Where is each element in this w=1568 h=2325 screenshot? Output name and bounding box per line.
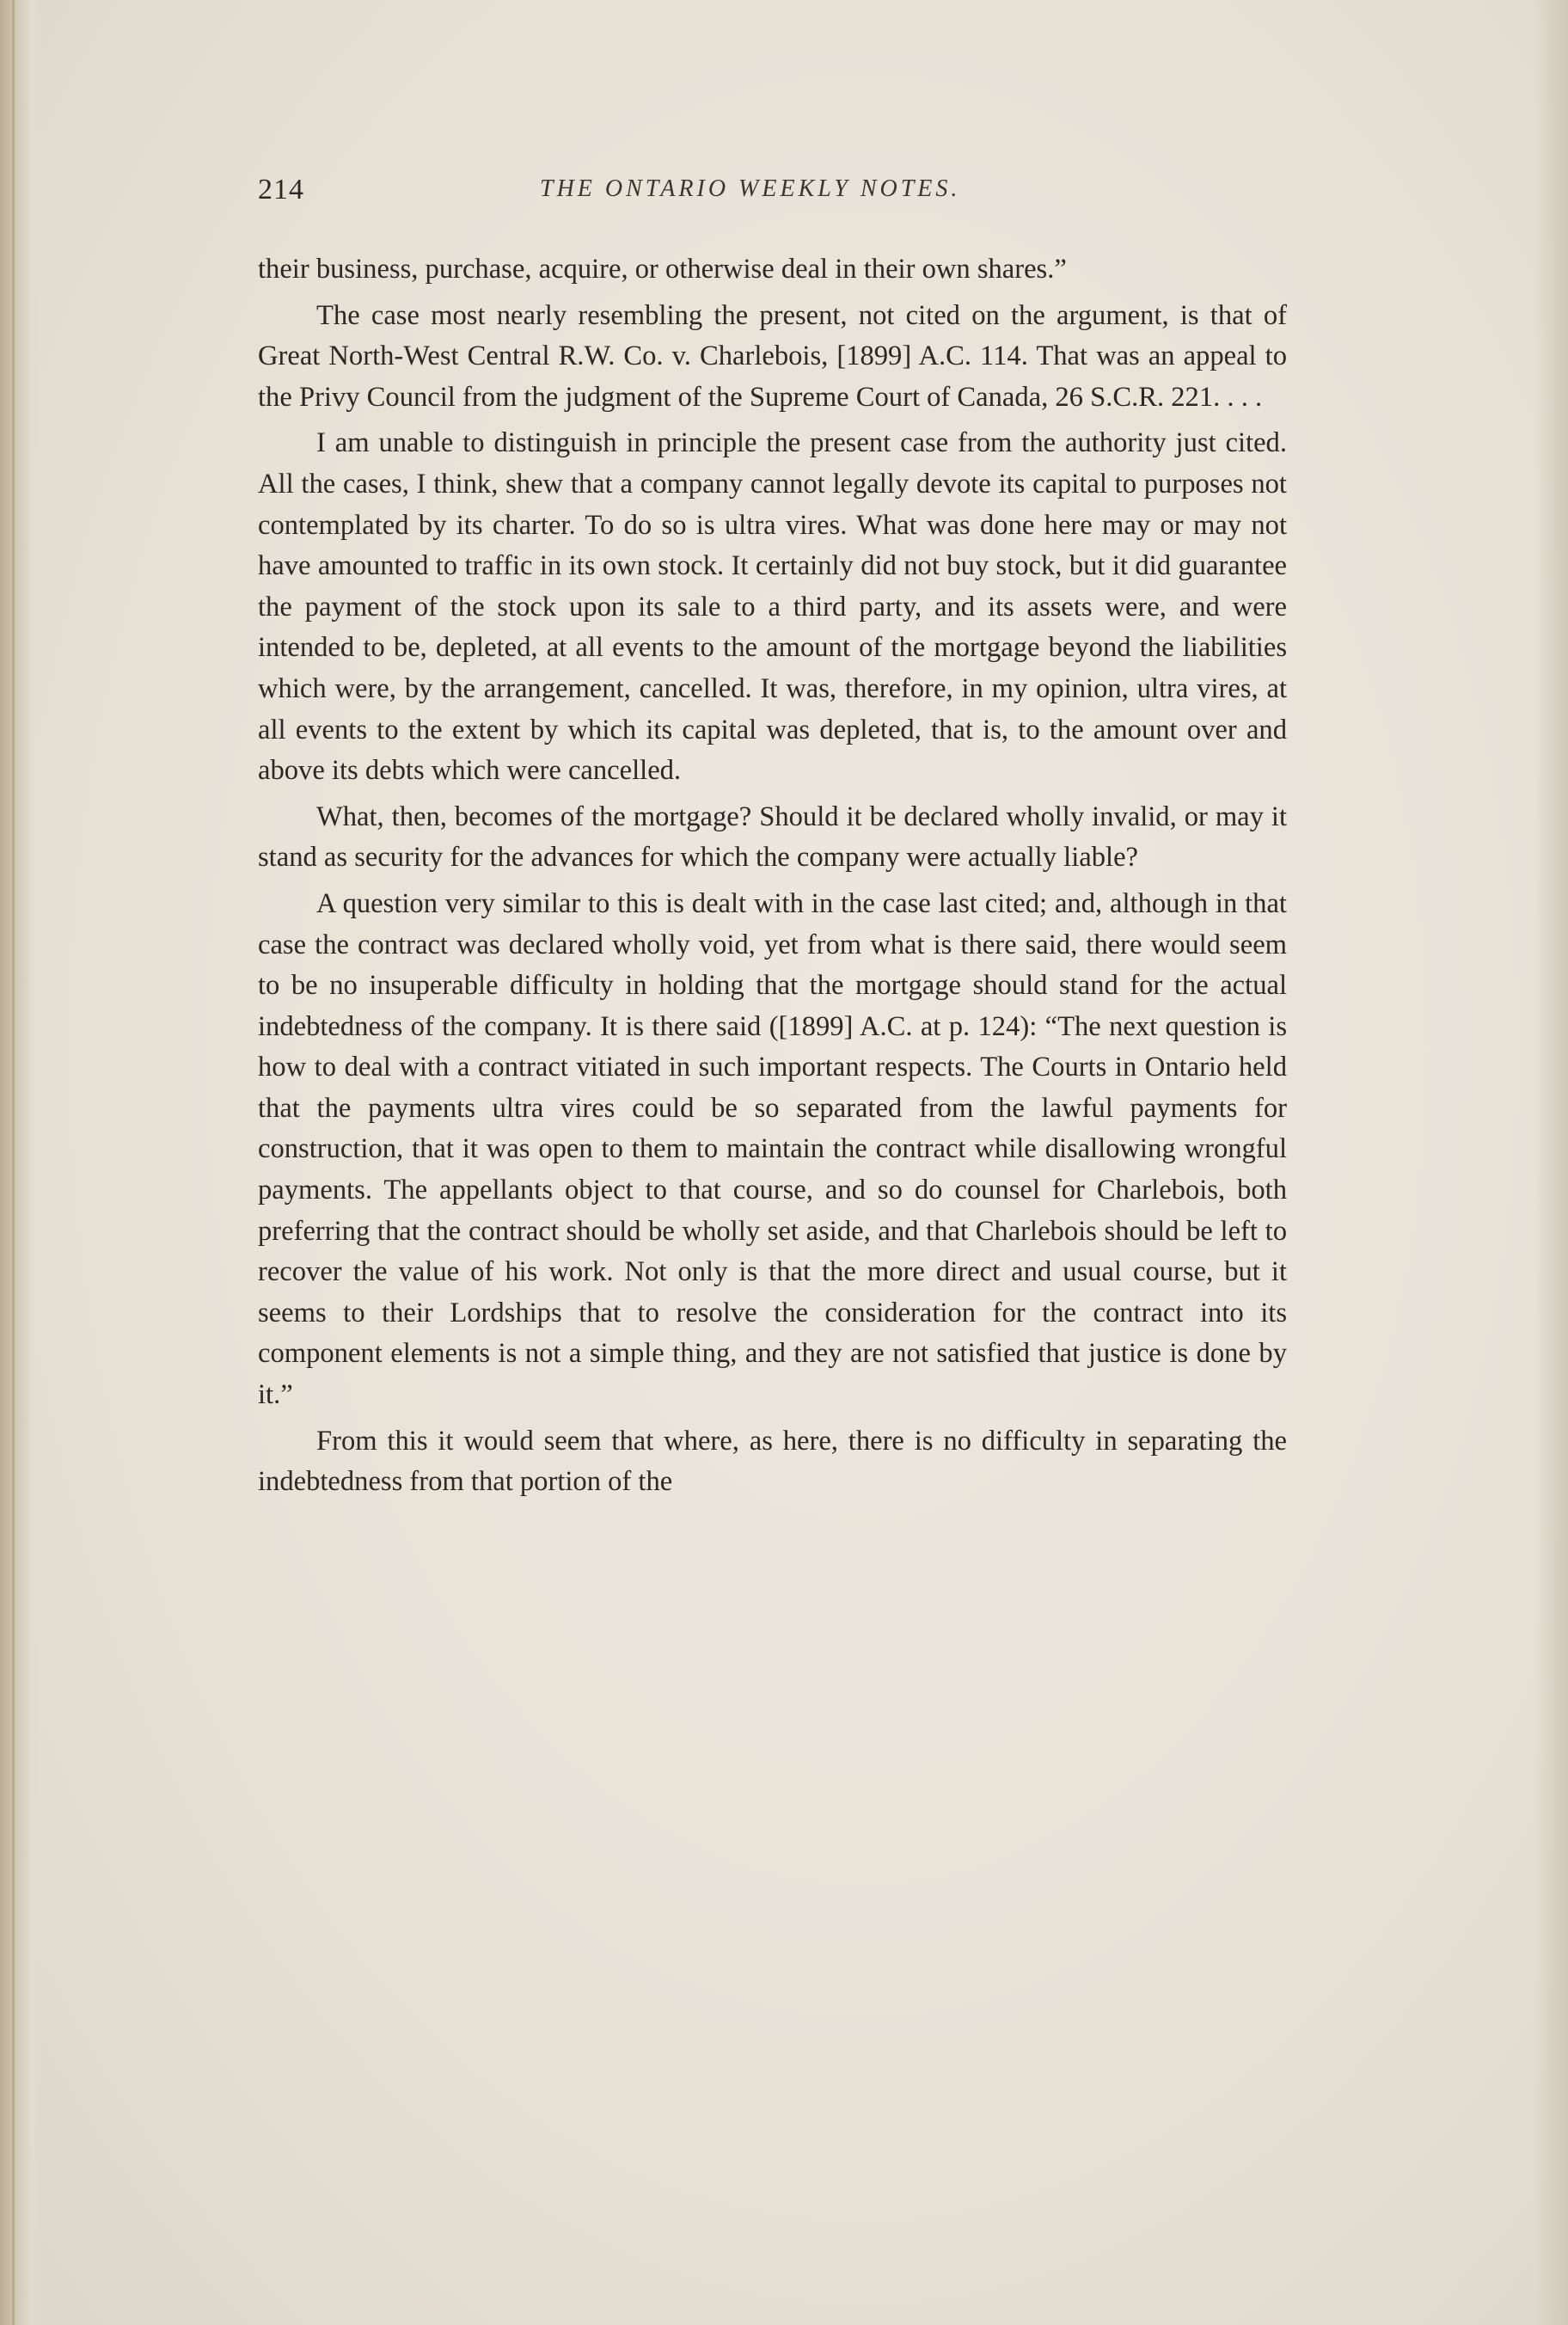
paragraph: What, then, becomes of the mortgage? Should it be declared wholly invalid, or may it stand as security for the advances for which the company were actually liable? [258, 801, 1287, 874]
paragraph: The case most nearly resembling the present, not cited on the argument, is that of Great North-West Central R.W. Co. v. Charlebois, [1899] A.C. 114. That was an appeal to the Privy Council from the judgment of the Supreme Court of Canada, 26 S.C.R. 221. . . . [258, 299, 1287, 413]
binding-line [12, 0, 15, 2325]
page-header [258, 169, 1289, 220]
page-number: 214 [258, 174, 304, 206]
page-edge-shadow [1534, 0, 1568, 2325]
running-head: THE ONTARIO WEEKLY NOTES. [540, 175, 961, 202]
page-binding-edge [0, 0, 40, 2325]
body-text [258, 249, 1287, 1508]
paragraph: I am unable to distinguish in principle the present case from the authority just cited. All the cases, I think, shew that a company cannot legally devote its capital to purposes not contemplated by its charter. To do so is ultra vires. What was done here may or may not have amounted to traffic in its own stock. It certainly did not buy stock, but it did guarantee the payment of the stock upon its sale to a third party, and its assets were, and were intended to be, depleted, at all events to the amount of the mortgage beyond the liabilities which were, by the arrangement, cancelled. It was, therefore, in my opinion, ultra vires, at all events to the extent by which its capital was depleted, that is, to the amount over and above its debts which were cancelled. [258, 427, 1287, 787]
paragraph-continuation: their business, purchase, acquire, or otherwise deal in their own shares.” [258, 254, 1067, 285]
paragraph: From this it would seem that where, as here, there is no difficulty in separating the indebtedness from that portion of the [258, 1425, 1287, 1498]
paragraph: A question very similar to this is dealt with in the case last cited; and, although in that case the contract was declared wholly void, yet from what is there said, there would seem to be no insuperable difficulty in holding that the mortgage should stand for the actual indebtedness of the company. It is there said ([1899] A.C. at p. 124): “The next question is how to deal with a contract vitiated in such important respects. The Courts in Ontario held that the payments ultra vires could be so separated from the lawful payments for construction, that it was open to them to maintain the contract while disallowing wrongful payments. The appellants object to that course, and so do counsel for Charlebois, both preferring that the contract should be wholly set aside, and that Charlebois should be left to recover the value of his work. Not only is that the more direct and usual course, but it seems to their Lordships that to resolve the consideration for the contract into its component elements is not a simple thing, and they are not satisfied that justice is done by it.” [258, 887, 1287, 1411]
